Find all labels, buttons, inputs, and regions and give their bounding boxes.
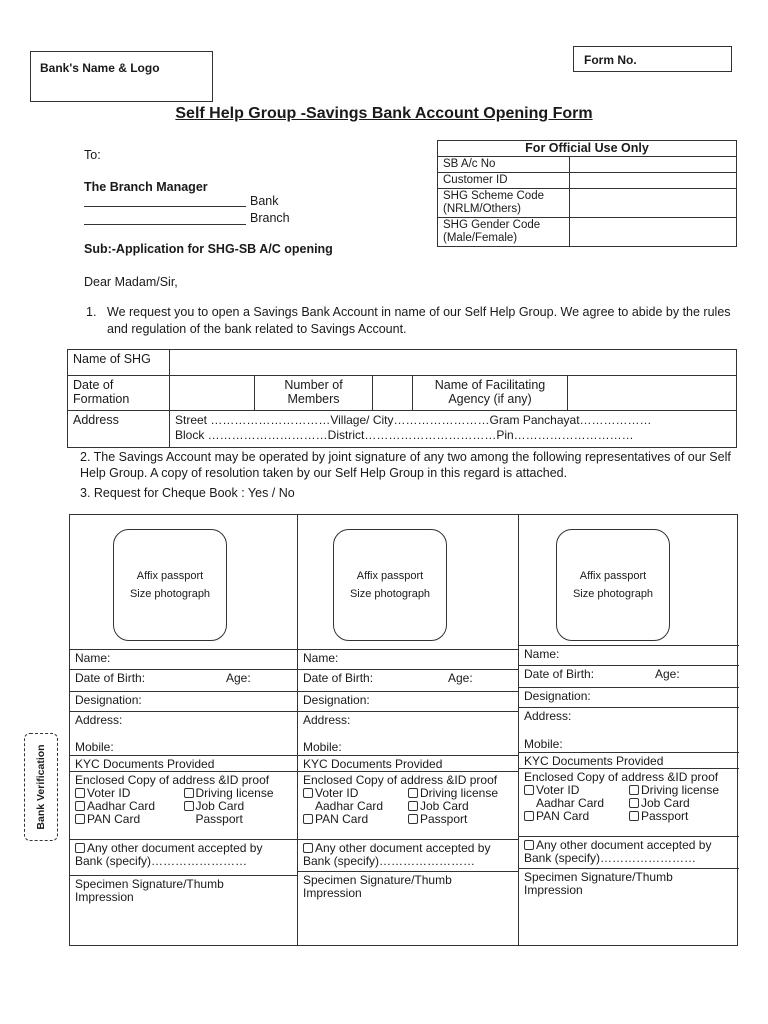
rep-address-field[interactable]: Address: [298, 711, 518, 753]
other-doc-checkbox[interactable] [75, 843, 85, 853]
paragraph-2: 2. The Savings Account may be operated by joint signature of any two among the following representatives of our Self Help Group. A copy of resolution taken by our Self Help Group in this regard is attached. [80, 450, 731, 480]
form-title: Self Help Group -Savings Bank Account Opening Form [175, 105, 593, 122]
shg-name-field[interactable] [170, 350, 737, 376]
other-doc-checkbox[interactable] [524, 840, 534, 850]
voter-id-checkbox[interactable] [303, 788, 313, 798]
salutation: Dear Madam/Sir, [84, 275, 178, 289]
rep-address-field[interactable]: Address: [519, 707, 739, 749]
to-label: To: [84, 148, 101, 162]
bank-verification-label: Bank Verification [35, 744, 47, 830]
official-use-table [437, 140, 737, 247]
bank-name-logo-box: Bank's Name & Logo [30, 51, 213, 102]
bank-verification-box [24, 733, 58, 841]
job-card-checkbox[interactable] [629, 798, 639, 808]
branch-manager-label: The Branch Manager [84, 180, 208, 194]
passport-checkbox[interactable] [408, 814, 418, 824]
rep-kyc-label: KYC Documents Provided [519, 752, 739, 770]
address-field[interactable] [170, 411, 737, 448]
rep-name-field[interactable]: Name: [298, 649, 518, 667]
rep-designation-field[interactable]: Designation: [70, 691, 297, 709]
shg-name-label: Name of SHG [68, 350, 170, 376]
shg-details-table [67, 349, 737, 448]
rep-dob-field[interactable]: Date of Birth: Age: [70, 669, 297, 687]
rep-other-doc: Any other document accepted by Bank (specify)…………………… [70, 839, 297, 870]
driving-license-checkbox[interactable] [184, 788, 194, 798]
bank-name-line [84, 206, 246, 207]
subject-line: Sub:-Application for SHG-SB A/C opening [84, 242, 333, 256]
rep-designation-field[interactable]: Designation: [519, 687, 739, 705]
formation-date-field[interactable] [170, 376, 255, 411]
agency-field[interactable] [568, 376, 737, 411]
official-row-gender-code: SHG Gender Code (Male/Female) [438, 218, 737, 247]
rep-address-field[interactable]: Address: [70, 711, 297, 753]
passport-checkbox[interactable] [629, 811, 639, 821]
customer-id-field[interactable] [570, 173, 737, 189]
rep-mobile-field[interactable]: Mobile: [303, 740, 342, 754]
rep-mobile-field[interactable]: Mobile: [75, 740, 114, 754]
official-row-scheme-code: SHG Scheme Code (NRLM/Others) [438, 189, 737, 218]
driving-license-checkbox[interactable] [629, 785, 639, 795]
official-row-sb-ac: SB A/c No [438, 157, 737, 173]
rep-specimen-signature[interactable]: Specimen Signature/Thumb Impression [298, 871, 518, 902]
branch-label: Branch [250, 211, 290, 225]
address-block-line: Block …………………………District……………………………Pin………………………… [175, 428, 634, 442]
rep-enclosed-docs: Enclosed Copy of address &ID proof Voter ID Aadhar Card PAN Card Driving license Job Card Passport [70, 771, 297, 835]
rep-kyc-label: KYC Documents Provided [70, 755, 297, 773]
rep-kyc-label: KYC Documents Provided [298, 755, 518, 773]
members-label: Number of Members [255, 376, 373, 411]
formation-date-label: Date of Formation [68, 376, 170, 411]
agency-label: Name of Facilitating Agency (if any) [413, 376, 568, 411]
job-card-checkbox[interactable] [408, 801, 418, 811]
rep-name-field[interactable]: Name: [519, 645, 739, 663]
other-doc-checkbox[interactable] [303, 843, 313, 853]
branch-name-line [84, 224, 246, 225]
voter-id-checkbox[interactable] [524, 785, 534, 795]
rep-specimen-signature[interactable]: Specimen Signature/Thumb Impression [70, 875, 297, 906]
bank-label: Bank [250, 194, 279, 208]
driving-license-checkbox[interactable] [408, 788, 418, 798]
pan-checkbox[interactable] [303, 814, 313, 824]
job-card-checkbox[interactable] [184, 801, 194, 811]
rep-name-field[interactable]: Name: [70, 649, 297, 667]
rep-specimen-signature[interactable]: Specimen Signature/Thumb Impression [519, 868, 739, 899]
representative-1 [70, 515, 297, 945]
photo-placeholder[interactable]: Affix passport Size photograph [333, 529, 447, 641]
pan-checkbox[interactable] [524, 811, 534, 821]
rep-other-doc: Any other document accepted by Bank (specify)…………………… [519, 836, 739, 867]
representative-2 [297, 515, 518, 945]
photo-placeholder[interactable]: Affix passport Size photograph [556, 529, 670, 641]
rep-designation-field[interactable]: Designation: [298, 691, 518, 709]
pan-checkbox[interactable] [75, 814, 85, 824]
scheme-code-field[interactable] [570, 189, 737, 218]
representatives-table [69, 514, 738, 946]
paragraph-1-number: 1. [86, 305, 97, 319]
official-row-customer-id: Customer ID [438, 173, 737, 189]
passport-label: Passport [195, 812, 243, 826]
official-use-heading: For Official Use Only [438, 141, 737, 157]
address-street-line: Street …………………………Village/ City……………………Gram Panchayat……………… [175, 413, 652, 427]
sb-ac-no-field[interactable] [570, 157, 737, 173]
paragraph-3-cheque-book: 3. Request for Cheque Book : Yes / No [80, 486, 295, 500]
rep-other-doc: Any other document accepted by Bank (specify)…………………… [298, 839, 518, 870]
address-label: Address [68, 411, 170, 448]
rep-dob-field[interactable]: Date of Birth: Age: [519, 665, 739, 683]
voter-id-checkbox[interactable] [75, 788, 85, 798]
paragraph-1: We request you to open a Savings Bank Account in name of our Self Help Group. We agree to abide by the rules and regulation of the bank related to Savings Account. [107, 305, 731, 336]
photo-placeholder[interactable]: Affix passport Size photograph [113, 529, 227, 641]
rep-mobile-field[interactable]: Mobile: [524, 737, 563, 751]
rep-enclosed-docs: Enclosed Copy of address &ID proof Voter ID Aadhar Card PAN Card Driving license Job Card Passport [519, 768, 739, 832]
aadhar-checkbox[interactable] [75, 801, 85, 811]
representative-3 [518, 515, 739, 945]
gender-code-field[interactable] [570, 218, 737, 247]
rep-enclosed-docs: Enclosed Copy of address &ID proof Voter ID Aadhar Card PAN Card Driving license Job Card Passport [298, 771, 518, 835]
form-number-box: Form No. [573, 46, 732, 72]
members-field[interactable] [373, 376, 413, 411]
rep-dob-field[interactable]: Date of Birth: Age: [298, 669, 518, 687]
